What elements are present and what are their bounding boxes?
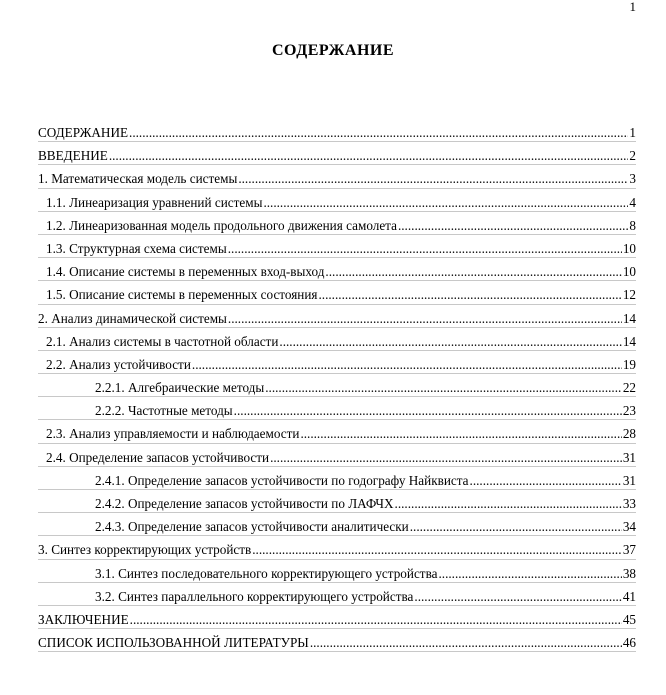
toc-entry-title: ВВЕДЕНИЕ: [38, 148, 108, 164]
toc-entry-title: 2.2.2. Частотные методы: [95, 403, 233, 419]
dot-leader: [228, 307, 622, 330]
dot-leader: [265, 376, 622, 399]
dot-leader: [310, 631, 622, 654]
dot-leader: [318, 283, 621, 306]
toc-entry[interactable]: [0, 260, 666, 283]
toc-entry-title: 1.5. Описание системы в переменных состояния: [46, 287, 318, 303]
toc-entry-title: 1.2. Линеаризованная модель продольного движения самолета: [46, 217, 397, 233]
toc-entry-page: 10: [622, 240, 636, 256]
toc-entry-title: СПИСОК ИСПОЛЬЗОВАННОЙ ЛИТЕРАТУРЫ: [38, 635, 309, 651]
toc-entry-page: 22: [622, 380, 636, 396]
toc-entry-title: ЗАКЛЮЧЕНИЕ: [38, 611, 129, 627]
table-of-contents: [0, 121, 666, 654]
dot-leader: [279, 330, 621, 353]
toc-entry-title: 3. Синтез корректирующих устройств: [38, 542, 252, 558]
toc-entry-page: 10: [622, 264, 636, 280]
dot-leader: [234, 399, 622, 422]
dot-leader: [438, 562, 621, 585]
toc-entry-page: 28: [622, 426, 636, 442]
page-number: 1: [629, 0, 636, 14]
dot-leader: [263, 191, 628, 214]
toc-entry[interactable]: [0, 144, 666, 167]
toc-entry[interactable]: [0, 191, 666, 214]
toc-entry[interactable]: [0, 515, 666, 538]
dot-leader: [192, 353, 622, 376]
toc-entry[interactable]: [0, 562, 666, 585]
toc-entry-title: 2.1. Анализ системы в частотной области: [46, 333, 279, 349]
dot-leader: [410, 515, 622, 538]
toc-entry-title: 1.1. Линеаризация уравнений системы: [46, 194, 263, 210]
dot-leader: [398, 214, 628, 237]
toc-entry-page: 19: [622, 356, 636, 372]
toc-entry-page: 14: [622, 310, 636, 326]
toc-entry-page: 31: [622, 449, 636, 465]
toc-entry[interactable]: [0, 307, 666, 330]
toc-entry-title: 1.4. Описание системы в переменных вход-выход: [46, 264, 325, 280]
dot-leader: [414, 585, 621, 608]
toc-entry[interactable]: [0, 121, 666, 144]
page-title: СОДЕРЖАНИЕ: [271, 42, 395, 59]
toc-entry[interactable]: [0, 538, 666, 561]
toc-entry-page: 8: [629, 217, 636, 233]
toc-entry[interactable]: [0, 283, 666, 306]
toc-entry-title: 2.4.1. Определение запасов устойчивости по годографу Найквиста: [95, 472, 469, 488]
toc-entry[interactable]: [0, 492, 666, 515]
dot-leader: [395, 492, 622, 515]
toc-entry-page: 33: [622, 496, 636, 511]
toc-entry[interactable]: [0, 608, 666, 631]
toc-entry[interactable]: [0, 376, 666, 399]
toc-entry-page: 37: [622, 542, 636, 558]
dot-leader: [300, 422, 621, 445]
toc-entry-page: 41: [622, 588, 636, 604]
dot-leader: [270, 446, 622, 469]
toc-entry-page: 38: [622, 565, 636, 581]
toc-entry[interactable]: [0, 237, 666, 260]
toc-entry-page: 12: [622, 287, 636, 303]
toc-entry-title: 2.4.3. Определение запасов устойчивости аналитически: [95, 519, 409, 535]
toc-entry[interactable]: [0, 214, 666, 237]
toc-entry-title: 3.2. Синтез параллельного корректирующего устройства: [95, 588, 414, 604]
toc-entry-title: 1. Математическая модель системы: [38, 171, 238, 187]
toc-entry-page: 3: [629, 171, 636, 187]
toc-entry-page: 1: [629, 125, 636, 140]
dot-leader: [109, 144, 629, 167]
dot-leader: [470, 469, 622, 492]
toc-entry[interactable]: [0, 399, 666, 422]
dot-leader: [252, 538, 622, 561]
toc-entry-title: 2.3. Анализ управляемости и наблюдаемости: [46, 426, 300, 442]
toc-entry-title: 2.4. Определение запасов устойчивости: [46, 449, 270, 465]
toc-entry-title: 2. Анализ динамической системы: [38, 310, 227, 326]
toc-entry[interactable]: [0, 330, 666, 353]
dot-leader: [228, 237, 622, 260]
toc-entry-page: 23: [622, 403, 636, 419]
toc-entry-page: 46: [622, 635, 636, 651]
toc-entry[interactable]: [0, 446, 666, 469]
toc-entry-title: 1.3. Структурная схема системы: [46, 240, 227, 256]
toc-entry[interactable]: [0, 422, 666, 445]
toc-entry-page: 45: [622, 611, 636, 627]
toc-entry[interactable]: [0, 631, 666, 654]
dot-leader: [238, 167, 628, 190]
toc-entry-title: СОДЕРЖАНИЕ: [38, 125, 129, 140]
dot-leader: [130, 608, 622, 631]
toc-entry[interactable]: [0, 167, 666, 190]
toc-entry-page: 14: [622, 333, 636, 349]
toc-entry[interactable]: [0, 353, 666, 376]
toc-entry-title: 2.2. Анализ устойчивости: [46, 356, 191, 372]
dot-leader: [325, 260, 621, 283]
toc-entry-page: 2: [629, 148, 636, 164]
toc-entry[interactable]: [0, 469, 666, 492]
dot-leader: [129, 121, 628, 144]
toc-entry-title: 2.2.1. Алгебраические методы: [95, 380, 265, 396]
toc-entry-title: 2.4.2. Определение запасов устойчивости по ЛАФЧХ: [95, 496, 394, 511]
toc-entry-page: 4: [629, 194, 636, 210]
toc-entry-page: 34: [622, 519, 636, 535]
toc-entry[interactable]: [0, 585, 666, 608]
toc-entry-title: 3.1. Синтез последовательного корректирующего устройства: [95, 565, 438, 581]
toc-entry-page: 31: [622, 472, 636, 488]
